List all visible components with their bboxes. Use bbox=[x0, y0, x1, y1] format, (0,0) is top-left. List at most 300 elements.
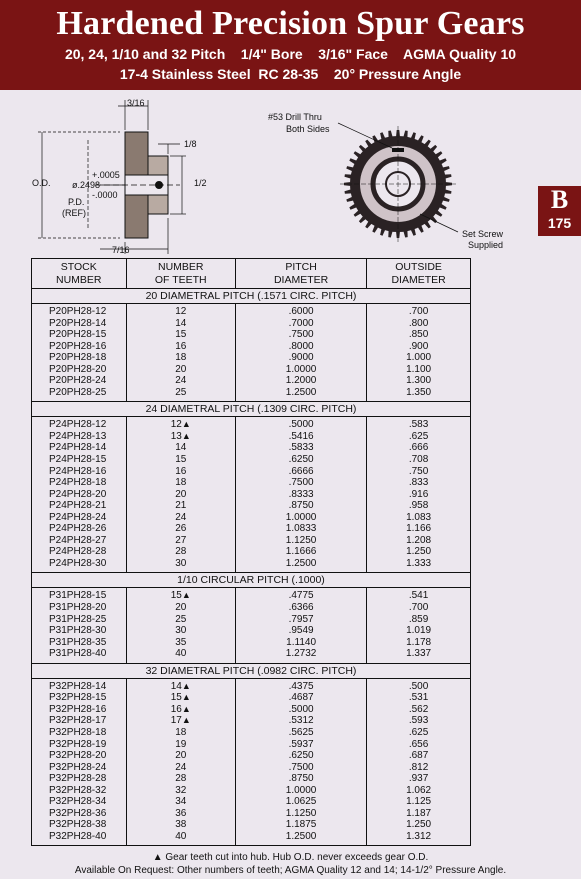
stock-number-cell-value: P20PH28-25 bbox=[49, 386, 107, 398]
section-header-row bbox=[32, 573, 471, 588]
pitch-diameter-cell bbox=[236, 375, 367, 387]
hub-teeth-triangle-icon: ▲ bbox=[181, 703, 191, 714]
teeth-cell bbox=[126, 558, 235, 573]
stock-number-cell-value: P31PH28-30 bbox=[49, 625, 107, 637]
footnotes bbox=[0, 851, 581, 877]
teeth-cell bbox=[126, 431, 235, 443]
stock-number-cell-value: P24PH28-26 bbox=[49, 523, 107, 535]
outside-diameter-cell-value: 1.208 bbox=[406, 534, 432, 546]
pitch-diameter-cell-value: .7957 bbox=[288, 613, 314, 625]
stock-number-cell bbox=[32, 431, 127, 443]
pitch-diameter-cell bbox=[236, 489, 367, 501]
outside-diameter-cell bbox=[367, 431, 471, 443]
footnote-available: Available On Request: Other numbers of teeth; AGMA Quality 12 and 14; 14-1/2° Pressure Angle. bbox=[74, 865, 507, 876]
teeth-cell-value: 24 bbox=[175, 511, 187, 523]
pitch-diameter-cell bbox=[236, 500, 367, 512]
table-row bbox=[32, 588, 471, 602]
gear-spec-table bbox=[31, 258, 471, 846]
footnote-hub: ▲ Gear teeth cut into hub. Hub O.D. never exceeds gear O.D. bbox=[152, 852, 429, 863]
outside-diameter-cell bbox=[367, 773, 471, 785]
stock-number-cell bbox=[32, 304, 127, 318]
pitch-diameter-cell-value: .7500 bbox=[288, 761, 314, 773]
pitch-diameter-cell-value: .4687 bbox=[288, 692, 314, 704]
table-row bbox=[32, 785, 471, 797]
outside-diameter-cell-value: .500 bbox=[408, 680, 429, 692]
stock-number-cell-value: P24PH28-24 bbox=[49, 511, 107, 523]
outside-diameter-cell-value: 1.000 bbox=[406, 352, 432, 364]
drill-note-line2: Both Sides bbox=[286, 124, 330, 134]
outside-diameter-cell-value: 1.083 bbox=[406, 511, 432, 523]
pitch-diameter-cell-value: .8333 bbox=[288, 488, 314, 500]
teeth-cell-value: 38 bbox=[175, 819, 187, 831]
teeth-cell-value: 13 bbox=[170, 430, 182, 442]
outside-diameter-cell bbox=[367, 692, 471, 704]
teeth-cell-value: 24 bbox=[175, 761, 187, 773]
stock-number-cell-value: P32PH28-28 bbox=[49, 773, 107, 785]
teeth-cell-value: 25 bbox=[175, 386, 187, 398]
table-row bbox=[32, 364, 471, 376]
stock-number-cell-value: P24PH28-18 bbox=[49, 477, 107, 489]
pitch-diameter-cell-value: .6366 bbox=[288, 602, 314, 614]
pitch-diameter-cell bbox=[236, 442, 367, 454]
teeth-cell bbox=[126, 375, 235, 387]
pitch-diameter-cell-value: .6000 bbox=[288, 306, 314, 317]
stock-number-cell-value: P20PH28-12 bbox=[49, 306, 107, 317]
teeth-cell bbox=[126, 819, 235, 831]
stock-number-cell bbox=[32, 588, 127, 602]
pitch-diameter-cell-value: .7500 bbox=[288, 329, 314, 341]
col-header-outside-diameter: OUTSIDE DIAMETER bbox=[367, 259, 471, 289]
outside-diameter-cell bbox=[367, 715, 471, 727]
pitch-diameter-cell bbox=[236, 637, 367, 649]
teeth-cell bbox=[126, 785, 235, 797]
page-title: Hardened Precision Spur Gears bbox=[56, 5, 525, 42]
outside-diameter-cell-value: .625 bbox=[408, 726, 429, 738]
table-row bbox=[32, 762, 471, 774]
teeth-cell-value: 18 bbox=[175, 477, 187, 489]
hub-teeth-triangle-icon: ▲ bbox=[181, 419, 191, 430]
teeth-cell bbox=[126, 831, 235, 846]
table-row bbox=[32, 692, 471, 704]
pitch-diameter-cell-value: .5416 bbox=[288, 430, 314, 442]
col-header-pitch-diameter: PITCH DIAMETER bbox=[236, 259, 367, 289]
outside-diameter-cell-value: .958 bbox=[408, 500, 429, 512]
outside-diameter-cell bbox=[367, 500, 471, 512]
stock-number-cell-value: P31PH28-15 bbox=[49, 590, 107, 602]
table-row bbox=[32, 341, 471, 353]
stock-number-cell bbox=[32, 500, 127, 512]
teeth-cell bbox=[126, 500, 235, 512]
pitch-diameter-cell bbox=[236, 692, 367, 704]
section-header-row bbox=[32, 663, 471, 678]
outside-diameter-cell-value: .916 bbox=[408, 488, 429, 500]
teeth-cell bbox=[126, 602, 235, 614]
outside-diameter-cell-value: 1.300 bbox=[406, 375, 432, 387]
setscrew-note-line2: Supplied bbox=[468, 240, 504, 250]
page-header bbox=[0, 0, 581, 90]
teeth-cell-value: 15 bbox=[170, 590, 182, 602]
stock-number-cell bbox=[32, 648, 127, 663]
outside-diameter-cell-value: 1.250 bbox=[406, 819, 432, 831]
pitch-diameter-cell bbox=[236, 387, 367, 402]
pitch-diameter-cell-value: .8000 bbox=[288, 340, 314, 352]
outside-diameter-cell-value: .850 bbox=[408, 329, 429, 341]
pitch-diameter-cell bbox=[236, 466, 367, 478]
teeth-cell-value: 28 bbox=[175, 546, 187, 558]
teeth-cell-value: 40 bbox=[175, 830, 187, 842]
teeth-cell bbox=[126, 727, 235, 739]
teeth-cell-value: 25 bbox=[175, 613, 187, 625]
table-row bbox=[32, 704, 471, 716]
teeth-cell-value: 17 bbox=[170, 715, 182, 727]
stock-number-cell bbox=[32, 819, 127, 831]
stock-number-cell bbox=[32, 704, 127, 716]
outside-diameter-cell-value: .708 bbox=[408, 454, 429, 466]
table-row bbox=[32, 727, 471, 739]
pitch-diameter-cell bbox=[236, 318, 367, 330]
pitch-diameter-cell-value: 1.0833 bbox=[285, 523, 317, 535]
pitch-diameter-cell-value: .6250 bbox=[288, 454, 314, 466]
outside-diameter-cell bbox=[367, 466, 471, 478]
outside-diameter-cell bbox=[367, 750, 471, 762]
stock-number-cell-value: P24PH28-13 bbox=[49, 430, 107, 442]
outside-diameter-cell bbox=[367, 831, 471, 846]
stock-number-cell-value: P32PH28-24 bbox=[49, 761, 107, 773]
stock-number-cell-value: P20PH28-15 bbox=[49, 329, 107, 341]
teeth-cell bbox=[126, 352, 235, 364]
overall-length-label: 7/16 bbox=[112, 245, 130, 255]
outside-diameter-cell-value: 1.333 bbox=[406, 557, 432, 569]
teeth-cell bbox=[126, 773, 235, 785]
teeth-cell-value: 16 bbox=[170, 703, 182, 715]
pitch-diameter-cell-value: .8750 bbox=[288, 773, 314, 785]
pitch-diameter-cell-value: 1.2500 bbox=[285, 830, 317, 842]
pitch-diameter-cell-value: .6250 bbox=[288, 750, 314, 762]
outside-diameter-cell-value: 1.312 bbox=[406, 830, 432, 842]
pitch-diameter-cell-value: 1.0625 bbox=[285, 796, 317, 808]
outside-diameter-cell-value: 1.166 bbox=[406, 523, 432, 535]
stock-number-cell bbox=[32, 512, 127, 524]
teeth-cell-value: 35 bbox=[175, 636, 187, 648]
table-row bbox=[32, 431, 471, 443]
stock-number-cell-value: P32PH28-14 bbox=[49, 680, 107, 692]
stock-number-cell-value: P32PH28-20 bbox=[49, 750, 107, 762]
outside-diameter-cell bbox=[367, 477, 471, 489]
pitch-diameter-cell-value: .7000 bbox=[288, 317, 314, 329]
stock-number-cell-value: P32PH28-36 bbox=[49, 807, 107, 819]
stock-number-cell-value: P24PH28-15 bbox=[49, 454, 107, 466]
stock-number-cell bbox=[32, 523, 127, 535]
pitch-diameter-cell bbox=[236, 819, 367, 831]
gear-table-container bbox=[31, 258, 471, 846]
outside-diameter-cell-value: .833 bbox=[408, 477, 429, 489]
teeth-cell-value: 19 bbox=[175, 738, 187, 750]
outside-diameter-cell bbox=[367, 535, 471, 547]
pitch-diameter-cell bbox=[236, 329, 367, 341]
outside-diameter-cell-value: .700 bbox=[408, 602, 429, 614]
page-number: 175 bbox=[547, 215, 572, 231]
front-view-drawing bbox=[338, 123, 458, 242]
outside-diameter-cell-value: .625 bbox=[408, 430, 429, 442]
hub-teeth-triangle-icon: ▲ bbox=[181, 430, 191, 441]
outside-diameter-cell-value: 1.337 bbox=[406, 648, 432, 660]
table-row bbox=[32, 454, 471, 466]
stock-number-cell-value: P24PH28-28 bbox=[49, 546, 107, 558]
teeth-cell-value: 24 bbox=[175, 375, 187, 387]
teeth-cell-value: 16 bbox=[175, 465, 187, 477]
stock-number-cell bbox=[32, 715, 127, 727]
stock-number-cell bbox=[32, 614, 127, 626]
outside-diameter-cell-value: .687 bbox=[408, 750, 429, 762]
table-row bbox=[32, 637, 471, 649]
table-row bbox=[32, 715, 471, 727]
bore-tolerance-minus: -.0000 bbox=[92, 190, 118, 200]
table-row bbox=[32, 739, 471, 751]
pitch-diameter-cell bbox=[236, 808, 367, 820]
teeth-cell bbox=[126, 329, 235, 341]
stock-number-cell bbox=[32, 727, 127, 739]
setscrew-note-line1: Set Screw bbox=[462, 229, 504, 239]
teeth-cell bbox=[126, 523, 235, 535]
table-row bbox=[32, 417, 471, 431]
stock-number-cell bbox=[32, 796, 127, 808]
pitch-diameter-cell-value: .5625 bbox=[288, 726, 314, 738]
stock-number-cell-value: P32PH28-17 bbox=[49, 715, 107, 727]
stock-number-cell bbox=[32, 678, 127, 692]
outside-diameter-cell bbox=[367, 304, 471, 318]
side-view-labels bbox=[32, 98, 207, 255]
stock-number-cell bbox=[32, 454, 127, 466]
outside-diameter-cell bbox=[367, 808, 471, 820]
pitch-diameter-cell-value: 1.0000 bbox=[285, 784, 317, 796]
teeth-cell-value: 14 bbox=[175, 317, 187, 329]
stock-number-cell bbox=[32, 375, 127, 387]
teeth-cell bbox=[126, 750, 235, 762]
table-row bbox=[32, 819, 471, 831]
pitch-diameter-ref: (REF) bbox=[62, 208, 86, 218]
pitch-diameter-cell bbox=[236, 558, 367, 573]
hub-diameter-label: 1/2 bbox=[194, 178, 207, 188]
pitch-diameter-cell bbox=[236, 785, 367, 797]
teeth-cell-value: 15 bbox=[170, 692, 182, 704]
stock-number-cell-value: P32PH28-40 bbox=[49, 830, 107, 842]
pitch-diameter-label: P.D. bbox=[68, 197, 85, 207]
outside-diameter-cell-value: .812 bbox=[408, 761, 429, 773]
outside-diameter-cell-value: .541 bbox=[408, 590, 429, 602]
teeth-cell bbox=[126, 454, 235, 466]
outside-diameter-cell-value: 1.100 bbox=[406, 363, 432, 375]
table-row bbox=[32, 318, 471, 330]
pitch-diameter-cell bbox=[236, 704, 367, 716]
outside-diameter-cell-value: .666 bbox=[408, 442, 429, 454]
teeth-cell bbox=[126, 614, 235, 626]
teeth-cell bbox=[126, 715, 235, 727]
outside-diameter-cell bbox=[367, 546, 471, 558]
teeth-cell-value: 32 bbox=[175, 784, 187, 796]
teeth-cell-value: 20 bbox=[175, 363, 187, 375]
pitch-diameter-cell-value: 1.1140 bbox=[286, 636, 316, 648]
stock-number-cell bbox=[32, 785, 127, 797]
table-row bbox=[32, 625, 471, 637]
stock-number-cell-value: P32PH28-15 bbox=[49, 692, 107, 704]
pitch-diameter-cell-value: .6666 bbox=[288, 465, 314, 477]
outside-diameter-cell bbox=[367, 588, 471, 602]
teeth-cell bbox=[126, 489, 235, 501]
outside-diameter-cell bbox=[367, 341, 471, 353]
teeth-cell-value: 14 bbox=[175, 442, 187, 454]
stock-number-cell-value: P32PH28-18 bbox=[49, 726, 107, 738]
teeth-cell-value: 34 bbox=[175, 796, 187, 808]
stock-number-cell-value: P20PH28-20 bbox=[49, 363, 107, 375]
table-row bbox=[32, 387, 471, 402]
stock-number-cell-value: P32PH28-19 bbox=[49, 738, 107, 750]
table-row bbox=[32, 750, 471, 762]
stock-number-cell bbox=[32, 692, 127, 704]
drill-note-line1: #53 Drill Thru bbox=[268, 112, 322, 122]
teeth-cell bbox=[126, 318, 235, 330]
table-row bbox=[32, 500, 471, 512]
pitch-diameter-cell-value: 1.1666 bbox=[285, 546, 317, 558]
pitch-diameter-cell-value: .5833 bbox=[288, 442, 314, 454]
pitch-diameter-cell bbox=[236, 625, 367, 637]
gear-drawings bbox=[0, 92, 520, 258]
stock-number-cell-value: P20PH28-24 bbox=[49, 375, 107, 387]
stock-number-cell-value: P32PH28-34 bbox=[49, 796, 107, 808]
section-title: 24 DIAMETRAL PITCH (.1309 CIRC. PITCH) bbox=[32, 402, 471, 417]
table-row bbox=[32, 375, 471, 387]
outside-diameter-cell bbox=[367, 648, 471, 663]
outside-diameter-cell-value: 1.250 bbox=[406, 546, 432, 558]
pitch-diameter-cell-value: 1.2500 bbox=[285, 386, 317, 398]
teeth-cell-value: 15 bbox=[175, 329, 187, 341]
table-row bbox=[32, 329, 471, 341]
pitch-diameter-cell bbox=[236, 352, 367, 364]
pitch-diameter-cell-value: .8750 bbox=[288, 500, 314, 512]
pitch-diameter-cell-value: 1.1250 bbox=[285, 534, 317, 546]
outside-diameter-cell bbox=[367, 704, 471, 716]
pitch-diameter-cell bbox=[236, 796, 367, 808]
outside-diameter-cell bbox=[367, 558, 471, 573]
stock-number-cell-value: P32PH28-32 bbox=[49, 784, 107, 796]
table-row bbox=[32, 808, 471, 820]
outside-diameter-cell bbox=[367, 375, 471, 387]
table-row bbox=[32, 442, 471, 454]
outside-diameter-cell bbox=[367, 489, 471, 501]
hub-teeth-triangle-icon: ▲ bbox=[181, 715, 191, 726]
pitch-diameter-cell bbox=[236, 773, 367, 785]
stock-number-cell-value: P31PH28-20 bbox=[49, 602, 107, 614]
teeth-cell-value: 18 bbox=[175, 352, 187, 364]
outside-diameter-cell-value: .800 bbox=[408, 317, 429, 329]
pitch-diameter-cell bbox=[236, 750, 367, 762]
outside-diameter-cell-value: 1.125 bbox=[406, 796, 432, 808]
pitch-diameter-cell bbox=[236, 304, 367, 318]
teeth-cell bbox=[126, 692, 235, 704]
outside-diameter-cell bbox=[367, 602, 471, 614]
pitch-diameter-cell bbox=[236, 739, 367, 751]
teeth-cell bbox=[126, 637, 235, 649]
teeth-cell bbox=[126, 387, 235, 402]
table-row bbox=[32, 558, 471, 573]
outside-diameter-cell bbox=[367, 637, 471, 649]
outside-diameter-cell-value: 1.187 bbox=[406, 807, 432, 819]
stock-number-cell-value: P24PH28-30 bbox=[49, 557, 107, 569]
outside-diameter-cell-value: .583 bbox=[408, 419, 429, 431]
section-header-row bbox=[32, 289, 471, 304]
table-row bbox=[32, 546, 471, 558]
outside-diameter-cell bbox=[367, 329, 471, 341]
teeth-cell bbox=[126, 535, 235, 547]
teeth-cell-value: 16 bbox=[175, 340, 187, 352]
stock-number-cell-value: P31PH28-35 bbox=[49, 636, 107, 648]
outside-diameter-cell bbox=[367, 318, 471, 330]
pitch-diameter-cell-value: .9000 bbox=[288, 352, 314, 364]
hub-length-label: 1/8 bbox=[184, 139, 197, 149]
pitch-diameter-cell-value: 1.0000 bbox=[285, 363, 317, 375]
outside-diameter-cell bbox=[367, 796, 471, 808]
teeth-cell bbox=[126, 546, 235, 558]
outside-diameter-cell bbox=[367, 678, 471, 692]
outside-diameter-cell-value: .562 bbox=[408, 703, 429, 715]
table-row bbox=[32, 352, 471, 364]
pitch-diameter-cell bbox=[236, 535, 367, 547]
table-header-row bbox=[32, 259, 471, 289]
teeth-cell-value: 20 bbox=[175, 602, 187, 614]
teeth-cell bbox=[126, 442, 235, 454]
table-row bbox=[32, 602, 471, 614]
teeth-cell bbox=[126, 512, 235, 524]
teeth-cell-value: 21 bbox=[175, 500, 187, 512]
pitch-diameter-cell bbox=[236, 831, 367, 846]
col-header-teeth: NUMBER OF TEETH bbox=[126, 259, 235, 289]
pitch-diameter-cell bbox=[236, 762, 367, 774]
table-row bbox=[32, 489, 471, 501]
outside-diameter-cell-value: 1.062 bbox=[406, 784, 432, 796]
outside-diameter-cell bbox=[367, 523, 471, 535]
teeth-cell-value: 26 bbox=[175, 523, 187, 535]
pitch-diameter-cell bbox=[236, 648, 367, 663]
outside-diameter-cell bbox=[367, 512, 471, 524]
pitch-diameter-cell-value: 1.1875 bbox=[285, 819, 317, 831]
outside-diameter-cell bbox=[367, 819, 471, 831]
pitch-diameter-cell bbox=[236, 341, 367, 353]
table-row bbox=[32, 796, 471, 808]
teeth-cell bbox=[126, 762, 235, 774]
teeth-cell-value: 12 bbox=[175, 306, 187, 317]
teeth-cell bbox=[126, 678, 235, 692]
pitch-diameter-cell-value: 1.0000 bbox=[285, 511, 317, 523]
pitch-diameter-cell-value: .7500 bbox=[288, 477, 314, 489]
pitch-diameter-cell-value: .5000 bbox=[288, 703, 314, 715]
stock-number-cell bbox=[32, 808, 127, 820]
outside-diameter-cell bbox=[367, 727, 471, 739]
stock-number-cell bbox=[32, 773, 127, 785]
outside-diameter-cell-value: .656 bbox=[408, 738, 429, 750]
outside-diameter-cell-value: .531 bbox=[408, 692, 429, 704]
pitch-diameter-cell bbox=[236, 477, 367, 489]
face-width-label: 3/16 bbox=[127, 98, 145, 108]
pitch-diameter-cell-value: 1.1250 bbox=[285, 807, 317, 819]
outside-diameter-cell-value: 1.178 bbox=[406, 636, 432, 648]
teeth-cell-value: 30 bbox=[175, 557, 187, 569]
stock-number-cell-value: P20PH28-18 bbox=[49, 352, 107, 364]
stock-number-cell bbox=[32, 352, 127, 364]
outside-diameter-cell-value: .593 bbox=[408, 715, 429, 727]
hub-teeth-triangle-icon: ▲ bbox=[181, 590, 191, 601]
teeth-cell bbox=[126, 588, 235, 602]
pitch-diameter-cell-value: .5312 bbox=[288, 715, 314, 727]
outside-diameter-cell-value: .859 bbox=[408, 613, 429, 625]
